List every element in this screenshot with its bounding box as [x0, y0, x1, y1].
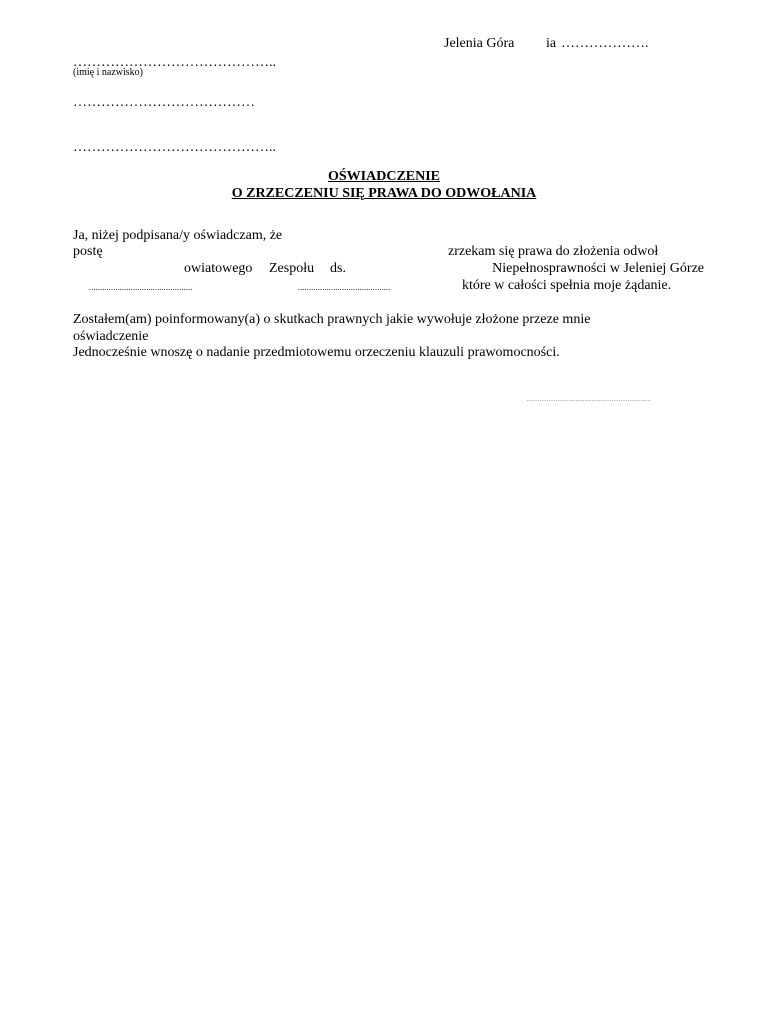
statement-line-4-right: które w całości spełnia moje żądanie.: [462, 278, 672, 293]
date-prefix: ia: [546, 36, 557, 51]
decision-date-field: ..........................................: [298, 283, 391, 292]
statement-line-3-mid2: ds.: [330, 261, 346, 276]
name-caption: (imię i nazwisko): [73, 67, 143, 78]
document-title: OŚWIADCZENIE: [327, 169, 441, 184]
decision-number-field: ...............................................: [89, 283, 193, 292]
statement-line-2-left: postę: [73, 244, 103, 259]
statement-line-3-right: Niepełnosprawności w Jeleniej Górze: [492, 261, 704, 276]
statement-line-3-left: owiatowego: [184, 261, 253, 276]
signature-field: .....................................................................: [527, 397, 652, 403]
address-field-2: ……………………………………..: [73, 140, 276, 155]
document-subtitle: O ZRZECZENIU SIĘ PRAWA DO ODWOŁANIA: [231, 186, 537, 201]
statement-line-1: Ja, niżej podpisana/y oświadczam, że: [73, 228, 283, 243]
request-line: Jednocześnie wnoszę o nadanie przedmiotowemu orzeczeniu klauzuli prawomocności.: [73, 345, 560, 360]
statement-line-3-mid1: Zespołu: [269, 261, 315, 276]
date-field: ……………….: [561, 36, 649, 51]
info-line-1: Zostałem(am) poinformowany(a) o skutkach prawnych jakie wywołuje złożone przeze mnie: [73, 312, 591, 327]
info-line-2: oświadczenie: [73, 329, 149, 344]
address-field-1: …………………………………: [73, 95, 255, 110]
name-field: ……………………………………..: [73, 55, 276, 70]
city: Jelenia Góra: [444, 36, 515, 51]
statement-line-2-right: zrzekam się prawa do złożenia odwoł: [448, 244, 659, 259]
